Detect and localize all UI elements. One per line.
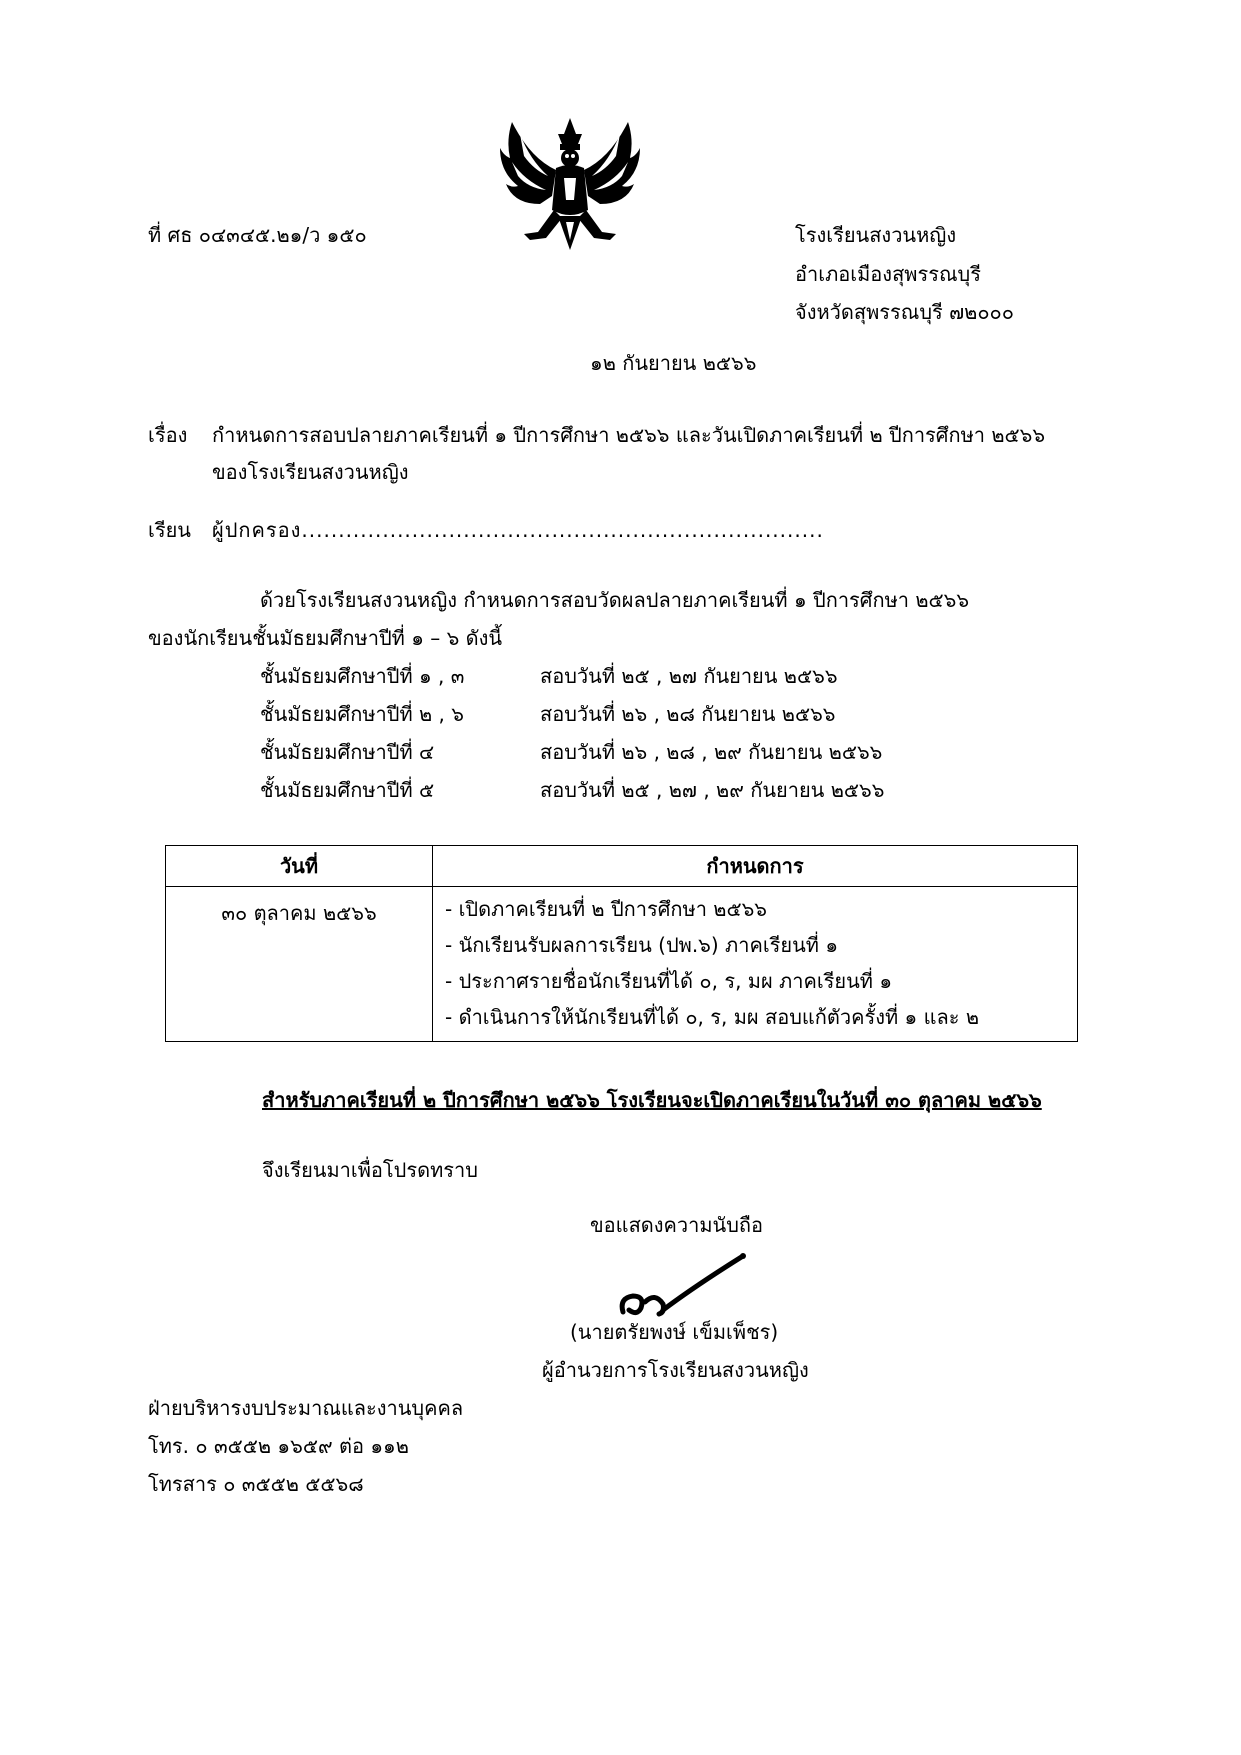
schedule-table (165, 845, 1078, 1042)
table-row (166, 887, 1078, 1042)
reference-number: ที่ ศธ ๐๔๓๔๕.๒๑/ว ๑๕๐ (148, 223, 367, 247)
signer-title: ผู้อำนวยการโรงเรียนสงวนหญิง (542, 1358, 809, 1382)
table-cell-date: ๓๐ ตุลาคม ๒๕๖๖ (166, 887, 433, 1042)
semester-note: สำหรับภาคเรียนที่ ๒ ปีการศึกษา ๒๕๖๖ โรงเรียนจะเปิดภาคเรียนในวันที่ ๓๐ ตุลาคม ๒๕๖๖ (262, 1088, 1042, 1112)
closing-request: จึงเรียนมาเพื่อโปรดทราบ (262, 1158, 478, 1182)
signer-name: (นายตรัยพงษ์ เข็มเพ็ชร) (570, 1320, 779, 1344)
handwritten-signature-icon (615, 1250, 755, 1330)
subject-line-1: กำหนดการสอบปลายภาคเรียนที่ ๑ ปีการศึกษา ๒๕๖๖ และวันเปิดภาคเรียนที่ ๒ ปีการศึกษา ๒๕๖๖ (212, 423, 1046, 447)
body-paragraph-line-1: ด้วยโรงเรียนสงวนหญิง กำหนดการสอบวัดผลปลายภาคเรียนที่ ๑ ปีการศึกษา ๒๕๖๖ (260, 588, 970, 612)
table-header-schedule: กำหนดการ (433, 846, 1078, 887)
table-header-date: วันที่ (166, 846, 433, 887)
schedule-item: - นักเรียนรับผลการเรียน (ปพ.๖) ภาคเรียนที่ ๑ (445, 933, 839, 957)
closing-regards: ขอแสดงความนับถือ (590, 1213, 764, 1237)
exam-dates: สอบวันที่ ๒๕ , ๒๗ กันยายน ๒๕๖๖ (540, 664, 838, 688)
exam-grade: ชั้นมัธยมศึกษาปีที่ ๑ , ๓ (260, 664, 465, 688)
exam-dates: สอบวันที่ ๒๖ , ๒๘ กันยายน ๒๕๖๖ (540, 702, 836, 726)
subject-label: เรื่อง (148, 423, 188, 447)
recipient-label: เรียน (148, 518, 191, 542)
exam-grade: ชั้นมัธยมศึกษาปีที่ ๒ , ๖ (260, 702, 464, 726)
school-province: จังหวัดสุพรรณบุรี ๗๒๐๐๐ (795, 300, 1014, 324)
school-name: โรงเรียนสงวนหญิง (795, 223, 957, 247)
recipient-text: ผู้ปกครอง....................................................................... (212, 518, 824, 542)
exam-grade: ชั้นมัธยมศึกษาปีที่ ๔ (260, 740, 435, 764)
schedule-item: - เปิดภาคเรียนที่ ๒ ปีการศึกษา ๒๕๖๖ (445, 897, 768, 921)
exam-dates: สอบวันที่ ๒๖ , ๒๘ , ๒๙ กันยายน ๒๕๖๖ (540, 740, 883, 764)
schedule-item: - ประกาศรายชื่อนักเรียนที่ได้ ๐, ร, มผ ภาคเรียนที่ ๑ (445, 969, 893, 993)
school-district: อำเภอเมืองสุพรรณบุรี (795, 262, 981, 286)
letter-date: ๑๒ กันยายน ๒๕๖๖ (590, 351, 757, 375)
footer-department: ฝ่ายบริหารงบประมาณและงานบุคคล (148, 1396, 464, 1420)
body-paragraph-line-2: ของนักเรียนชั้นมัธยมศึกษาปีที่ ๑ – ๖ ดังนี้ (148, 626, 503, 650)
footer-phone: โทร. ๐ ๓๕๕๒ ๑๖๕๙ ต่อ ๑๑๒ (148, 1434, 409, 1458)
table-header-row (166, 846, 1078, 887)
subject-line-2: ของโรงเรียนสงวนหญิง (212, 460, 409, 484)
garuda-emblem-icon (490, 100, 650, 260)
exam-grade: ชั้นมัธยมศึกษาปีที่ ๕ (260, 778, 435, 802)
table-cell-schedule (433, 887, 1078, 1042)
schedule-item: - ดำเนินการให้นักเรียนที่ได้ ๐, ร, มผ สอบแก้ตัวครั้งที่ ๑ และ ๒ (445, 1005, 980, 1029)
footer-fax: โทรสาร ๐ ๓๕๕๒ ๕๕๖๘ (148, 1472, 364, 1496)
exam-dates: สอบวันที่ ๒๕ , ๒๗ , ๒๙ กันยายน ๒๕๖๖ (540, 778, 885, 802)
